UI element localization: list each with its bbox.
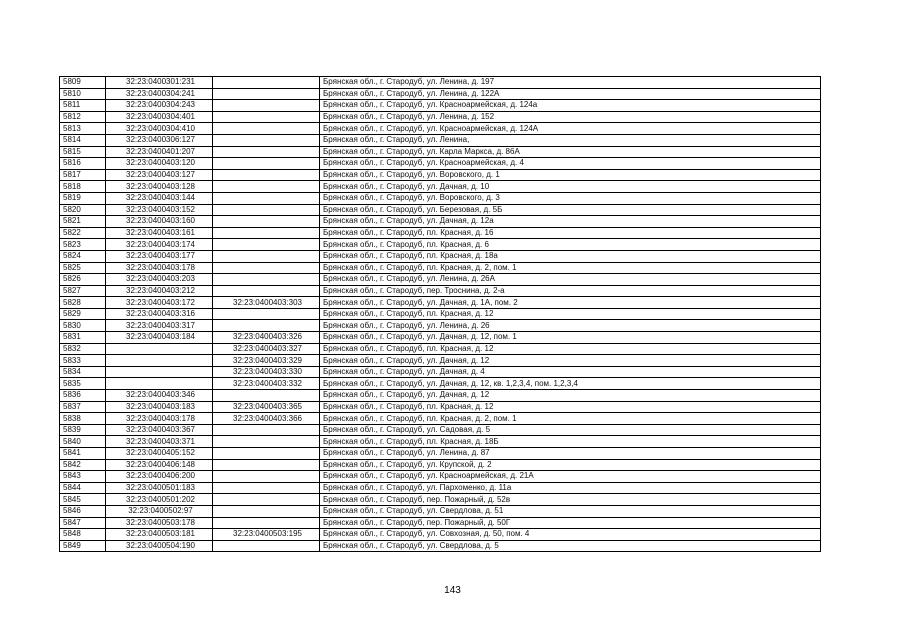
- address-cell: Брянская обл., г. Стародуб, пер. Пожарный, д. 52в: [320, 494, 821, 506]
- address-cell: Брянская обл., г. Стародуб, пер. Троснина, д. 2-а: [320, 285, 821, 297]
- row-number-cell: 5816: [60, 158, 106, 170]
- cadastral-number-cell: 32:23:0400304:243: [106, 100, 213, 112]
- linked-cadastral-number-cell: [213, 274, 320, 286]
- table-row: [60, 332, 821, 344]
- row-number-cell: 5831: [60, 332, 106, 344]
- address-cell: Брянская обл., г. Стародуб, ул. Дачная, д. 1А, пом. 2: [320, 297, 821, 309]
- row-number-cell: 5821: [60, 216, 106, 228]
- table-row: [60, 146, 821, 158]
- registry-sheet: [59, 76, 820, 552]
- address-cell: Брянская обл., г. Стародуб, ул. Ленина, д. 26А: [320, 274, 821, 286]
- linked-cadastral-number-cell: [213, 436, 320, 448]
- table-row: [60, 250, 821, 262]
- table-row: [60, 494, 821, 506]
- cadastral-number-cell: 32:23:0400304:241: [106, 88, 213, 100]
- address-cell: Брянская обл., г. Стародуб, ул. Воровского, д. 3: [320, 192, 821, 204]
- linked-cadastral-number-cell: 32:23:0400403:326: [213, 332, 320, 344]
- row-number-cell: 5841: [60, 448, 106, 460]
- linked-cadastral-number-cell: [213, 181, 320, 193]
- table-row: [60, 366, 821, 378]
- linked-cadastral-number-cell: [213, 77, 320, 89]
- linked-cadastral-number-cell: [213, 216, 320, 228]
- table-row: [60, 320, 821, 332]
- address-cell: Брянская обл., г. Стародуб, ул. Дачная, д. 4: [320, 366, 821, 378]
- address-cell: Брянская обл., г. Стародуб, ул. Красноармейская, д. 4: [320, 158, 821, 170]
- address-cell: Брянская обл., г. Стародуб, ул. Ленина, д. 87: [320, 448, 821, 460]
- cadastral-number-cell: 32:23:0400503:181: [106, 529, 213, 541]
- row-number-cell: 5834: [60, 366, 106, 378]
- table-row: [60, 482, 821, 494]
- address-cell: Брянская обл., г. Стародуб, ул. Дачная, д. 12, пом. 1: [320, 332, 821, 344]
- address-cell: Брянская обл., г. Стародуб, пл. Красная, д. 12: [320, 308, 821, 320]
- table-row: [60, 343, 821, 355]
- linked-cadastral-number-cell: [213, 192, 320, 204]
- cadastral-number-cell: 32:23:0400403:172: [106, 297, 213, 309]
- row-number-cell: 5843: [60, 471, 106, 483]
- linked-cadastral-number-cell: [213, 250, 320, 262]
- table-row: [60, 529, 821, 541]
- registry-table-body: [60, 77, 821, 552]
- cadastral-number-cell: 32:23:0400403:203: [106, 274, 213, 286]
- row-number-cell: 5811: [60, 100, 106, 112]
- address-cell: Брянская обл., г. Стародуб, ул. Красноармейская, д. 21А: [320, 471, 821, 483]
- table-row: [60, 169, 821, 181]
- cadastral-number-cell: 32:23:0400403:144: [106, 192, 213, 204]
- row-number-cell: 5846: [60, 505, 106, 517]
- row-number-cell: 5833: [60, 355, 106, 367]
- cadastral-number-cell: 32:23:0400403:346: [106, 390, 213, 402]
- cadastral-number-cell: 32:23:0400306:127: [106, 134, 213, 146]
- table-row: [60, 100, 821, 112]
- cadastral-number-cell: [106, 343, 213, 355]
- address-cell: Брянская обл., г. Стародуб, ул. Дачная, д. 10: [320, 181, 821, 193]
- table-row: [60, 459, 821, 471]
- row-number-cell: 5826: [60, 274, 106, 286]
- linked-cadastral-number-cell: [213, 540, 320, 552]
- row-number-cell: 5832: [60, 343, 106, 355]
- linked-cadastral-number-cell: 32:23:0400403:365: [213, 401, 320, 413]
- linked-cadastral-number-cell: [213, 88, 320, 100]
- linked-cadastral-number-cell: [213, 448, 320, 460]
- table-row: [60, 204, 821, 216]
- linked-cadastral-number-cell: 32:23:0400403:332: [213, 378, 320, 390]
- cadastral-number-cell: 32:23:0400502:97: [106, 505, 213, 517]
- cadastral-number-cell: 32:23:0400301:231: [106, 77, 213, 89]
- table-row: [60, 297, 821, 309]
- row-number-cell: 5828: [60, 297, 106, 309]
- table-row: [60, 88, 821, 100]
- row-number-cell: 5819: [60, 192, 106, 204]
- address-cell: Брянская обл., г. Стародуб, ул. Свердлова, д. 5: [320, 540, 821, 552]
- row-number-cell: 5849: [60, 540, 106, 552]
- cadastral-number-cell: 32:23:0400501:183: [106, 482, 213, 494]
- cadastral-number-cell: 32:23:0400403:120: [106, 158, 213, 170]
- cadastral-number-cell: [106, 366, 213, 378]
- row-number-cell: 5809: [60, 77, 106, 89]
- linked-cadastral-number-cell: [213, 262, 320, 274]
- row-number-cell: 5813: [60, 123, 106, 135]
- row-number-cell: 5848: [60, 529, 106, 541]
- cadastral-number-cell: 32:23:0400406:200: [106, 471, 213, 483]
- row-number-cell: 5844: [60, 482, 106, 494]
- row-number-cell: 5818: [60, 181, 106, 193]
- table-row: [60, 355, 821, 367]
- table-row: [60, 216, 821, 228]
- linked-cadastral-number-cell: [213, 505, 320, 517]
- linked-cadastral-number-cell: [213, 169, 320, 181]
- address-cell: Брянская обл., г. Стародуб, ул. Ленина, д. 122А: [320, 88, 821, 100]
- table-row: [60, 227, 821, 239]
- linked-cadastral-number-cell: [213, 424, 320, 436]
- row-number-cell: 5840: [60, 436, 106, 448]
- cadastral-number-cell: 32:23:0400403:371: [106, 436, 213, 448]
- table-row: [60, 239, 821, 251]
- address-cell: Брянская обл., г. Стародуб, ул. Дачная, д. 12: [320, 355, 821, 367]
- table-row: [60, 181, 821, 193]
- page-number: 143: [444, 585, 461, 596]
- linked-cadastral-number-cell: [213, 123, 320, 135]
- cadastral-number-cell: 32:23:0400503:178: [106, 517, 213, 529]
- table-row: [60, 158, 821, 170]
- table-row: [60, 123, 821, 135]
- table-row: [60, 471, 821, 483]
- cadastral-number-cell: 32:23:0400405:152: [106, 448, 213, 460]
- linked-cadastral-number-cell: [213, 320, 320, 332]
- cadastral-number-cell: 32:23:0400403:184: [106, 332, 213, 344]
- table-row: [60, 540, 821, 552]
- row-number-cell: 5825: [60, 262, 106, 274]
- cadastral-number-cell: 32:23:0400504:190: [106, 540, 213, 552]
- cadastral-number-cell: 32:23:0400403:212: [106, 285, 213, 297]
- row-number-cell: 5817: [60, 169, 106, 181]
- linked-cadastral-number-cell: 32:23:0400403:327: [213, 343, 320, 355]
- linked-cadastral-number-cell: [213, 204, 320, 216]
- linked-cadastral-number-cell: [213, 111, 320, 123]
- cadastral-number-cell: 32:23:0400403:161: [106, 227, 213, 239]
- table-row: [60, 262, 821, 274]
- address-cell: Брянская обл., г. Стародуб, пл. Красная, д. 12: [320, 343, 821, 355]
- address-cell: Брянская обл., г. Стародуб, пер. Пожарный, д. 50Г: [320, 517, 821, 529]
- row-number-cell: 5839: [60, 424, 106, 436]
- linked-cadastral-number-cell: [213, 494, 320, 506]
- address-cell: Брянская обл., г. Стародуб, пл. Красная, д. 18а: [320, 250, 821, 262]
- table-row: [60, 111, 821, 123]
- address-cell: Брянская обл., г. Стародуб, ул. Красноармейская, д. 124а: [320, 100, 821, 112]
- address-cell: Брянская обл., г. Стародуб, пл. Красная, д. 2, пом. 1: [320, 262, 821, 274]
- row-number-cell: 5829: [60, 308, 106, 320]
- address-cell: Брянская обл., г. Стародуб, ул. Дачная, д. 12а: [320, 216, 821, 228]
- table-row: [60, 436, 821, 448]
- address-cell: Брянская обл., г. Стародуб, ул. Ленина, д. 152: [320, 111, 821, 123]
- table-row: [60, 413, 821, 425]
- cadastral-number-cell: 32:23:0400401:207: [106, 146, 213, 158]
- address-cell: Брянская обл., г. Стародуб, ул. Дачная, д. 12, кв. 1,2,3,4, пом. 1,2,3,4: [320, 378, 821, 390]
- cadastral-number-cell: 32:23:0400403:127: [106, 169, 213, 181]
- table-row: [60, 77, 821, 89]
- table-row: [60, 517, 821, 529]
- cadastral-number-cell: 32:23:0400403:177: [106, 250, 213, 262]
- linked-cadastral-number-cell: [213, 459, 320, 471]
- row-number-cell: 5842: [60, 459, 106, 471]
- table-row: [60, 274, 821, 286]
- row-number-cell: 5837: [60, 401, 106, 413]
- row-number-cell: 5815: [60, 146, 106, 158]
- row-number-cell: 5810: [60, 88, 106, 100]
- cadastral-number-cell: 32:23:0400304:401: [106, 111, 213, 123]
- linked-cadastral-number-cell: [213, 158, 320, 170]
- cadastral-number-cell: [106, 378, 213, 390]
- linked-cadastral-number-cell: [213, 146, 320, 158]
- cadastral-number-cell: 32:23:0400403:183: [106, 401, 213, 413]
- row-number-cell: 5847: [60, 517, 106, 529]
- row-number-cell: 5845: [60, 494, 106, 506]
- row-number-cell: 5823: [60, 239, 106, 251]
- linked-cadastral-number-cell: [213, 482, 320, 494]
- linked-cadastral-number-cell: [213, 471, 320, 483]
- linked-cadastral-number-cell: 32:23:0400403:329: [213, 355, 320, 367]
- cadastral-number-cell: 32:23:0400403:178: [106, 262, 213, 274]
- linked-cadastral-number-cell: 32:23:0400403:330: [213, 366, 320, 378]
- cadastral-number-cell: 32:23:0400501:202: [106, 494, 213, 506]
- address-cell: Брянская обл., г. Стародуб, пл. Красная, д. 18Б: [320, 436, 821, 448]
- table-row: [60, 308, 821, 320]
- row-number-cell: 5822: [60, 227, 106, 239]
- cadastral-number-cell: [106, 355, 213, 367]
- row-number-cell: 5820: [60, 204, 106, 216]
- linked-cadastral-number-cell: 32:23:0400503:195: [213, 529, 320, 541]
- linked-cadastral-number-cell: 32:23:0400403:366: [213, 413, 320, 425]
- address-cell: Брянская обл., г. Стародуб, ул. Крупской, д. 2: [320, 459, 821, 471]
- address-cell: Брянская обл., г. Стародуб, пл. Красная, д. 16: [320, 227, 821, 239]
- address-cell: Брянская обл., г. Стародуб, ул. Свердлова, д. 51: [320, 505, 821, 517]
- address-cell: Брянская обл., г. Стародуб, ул. Ленина, д. 197: [320, 77, 821, 89]
- table-row: [60, 390, 821, 402]
- address-cell: Брянская обл., г. Стародуб, ул. Пархоменко, д. 11а: [320, 482, 821, 494]
- address-cell: Брянская обл., г. Стародуб, ул. Березовая, д. 5Б: [320, 204, 821, 216]
- linked-cadastral-number-cell: 32:23:0400403:303: [213, 297, 320, 309]
- address-cell: Брянская обл., г. Стародуб, ул. Ленина, д. 26: [320, 320, 821, 332]
- table-row: [60, 505, 821, 517]
- cadastral-number-cell: 32:23:0400403:128: [106, 181, 213, 193]
- address-cell: Брянская обл., г. Стародуб, ул. Воровского, д. 1: [320, 169, 821, 181]
- row-number-cell: 5830: [60, 320, 106, 332]
- cadastral-number-cell: 32:23:0400403:174: [106, 239, 213, 251]
- row-number-cell: 5824: [60, 250, 106, 262]
- linked-cadastral-number-cell: [213, 239, 320, 251]
- address-cell: Брянская обл., г. Стародуб, ул. Красноармейская, д. 124А: [320, 123, 821, 135]
- row-number-cell: 5838: [60, 413, 106, 425]
- cadastral-number-cell: 32:23:0400403:160: [106, 216, 213, 228]
- cadastral-number-cell: 32:23:0400403:316: [106, 308, 213, 320]
- table-row: [60, 401, 821, 413]
- address-cell: Брянская обл., г. Стародуб, ул. Садовая, д. 5: [320, 424, 821, 436]
- linked-cadastral-number-cell: [213, 134, 320, 146]
- table-row: [60, 192, 821, 204]
- row-number-cell: 5814: [60, 134, 106, 146]
- address-cell: Брянская обл., г. Стародуб, ул. Совхозная, д. 50, пом. 4: [320, 529, 821, 541]
- row-number-cell: 5827: [60, 285, 106, 297]
- linked-cadastral-number-cell: [213, 100, 320, 112]
- address-cell: Брянская обл., г. Стародуб, пл. Красная, д. 6: [320, 239, 821, 251]
- address-cell: Брянская обл., г. Стародуб, ул. Ленина,: [320, 134, 821, 146]
- cadastral-number-cell: 32:23:0400403:152: [106, 204, 213, 216]
- address-cell: Брянская обл., г. Стародуб, пл. Красная, д. 12: [320, 401, 821, 413]
- row-number-cell: 5835: [60, 378, 106, 390]
- cadastral-number-cell: 32:23:0400403:178: [106, 413, 213, 425]
- linked-cadastral-number-cell: [213, 390, 320, 402]
- table-row: [60, 285, 821, 297]
- linked-cadastral-number-cell: [213, 308, 320, 320]
- row-number-cell: 5836: [60, 390, 106, 402]
- cadastral-number-cell: 32:23:0400304:410: [106, 123, 213, 135]
- address-cell: Брянская обл., г. Стародуб, ул. Дачная, д. 12: [320, 390, 821, 402]
- registry-table: [59, 76, 821, 552]
- cadastral-number-cell: 32:23:0400403:367: [106, 424, 213, 436]
- table-row: [60, 424, 821, 436]
- row-number-cell: 5812: [60, 111, 106, 123]
- cadastral-number-cell: 32:23:0400403:317: [106, 320, 213, 332]
- linked-cadastral-number-cell: [213, 517, 320, 529]
- linked-cadastral-number-cell: [213, 227, 320, 239]
- table-row: [60, 134, 821, 146]
- address-cell: Брянская обл., г. Стародуб, пл. Красная, д. 2, пом. 1: [320, 413, 821, 425]
- table-row: [60, 378, 821, 390]
- cadastral-number-cell: 32:23:0400406:148: [106, 459, 213, 471]
- address-cell: Брянская обл., г. Стародуб, ул. Карла Маркса, д. 86А: [320, 146, 821, 158]
- table-row: [60, 448, 821, 460]
- linked-cadastral-number-cell: [213, 285, 320, 297]
